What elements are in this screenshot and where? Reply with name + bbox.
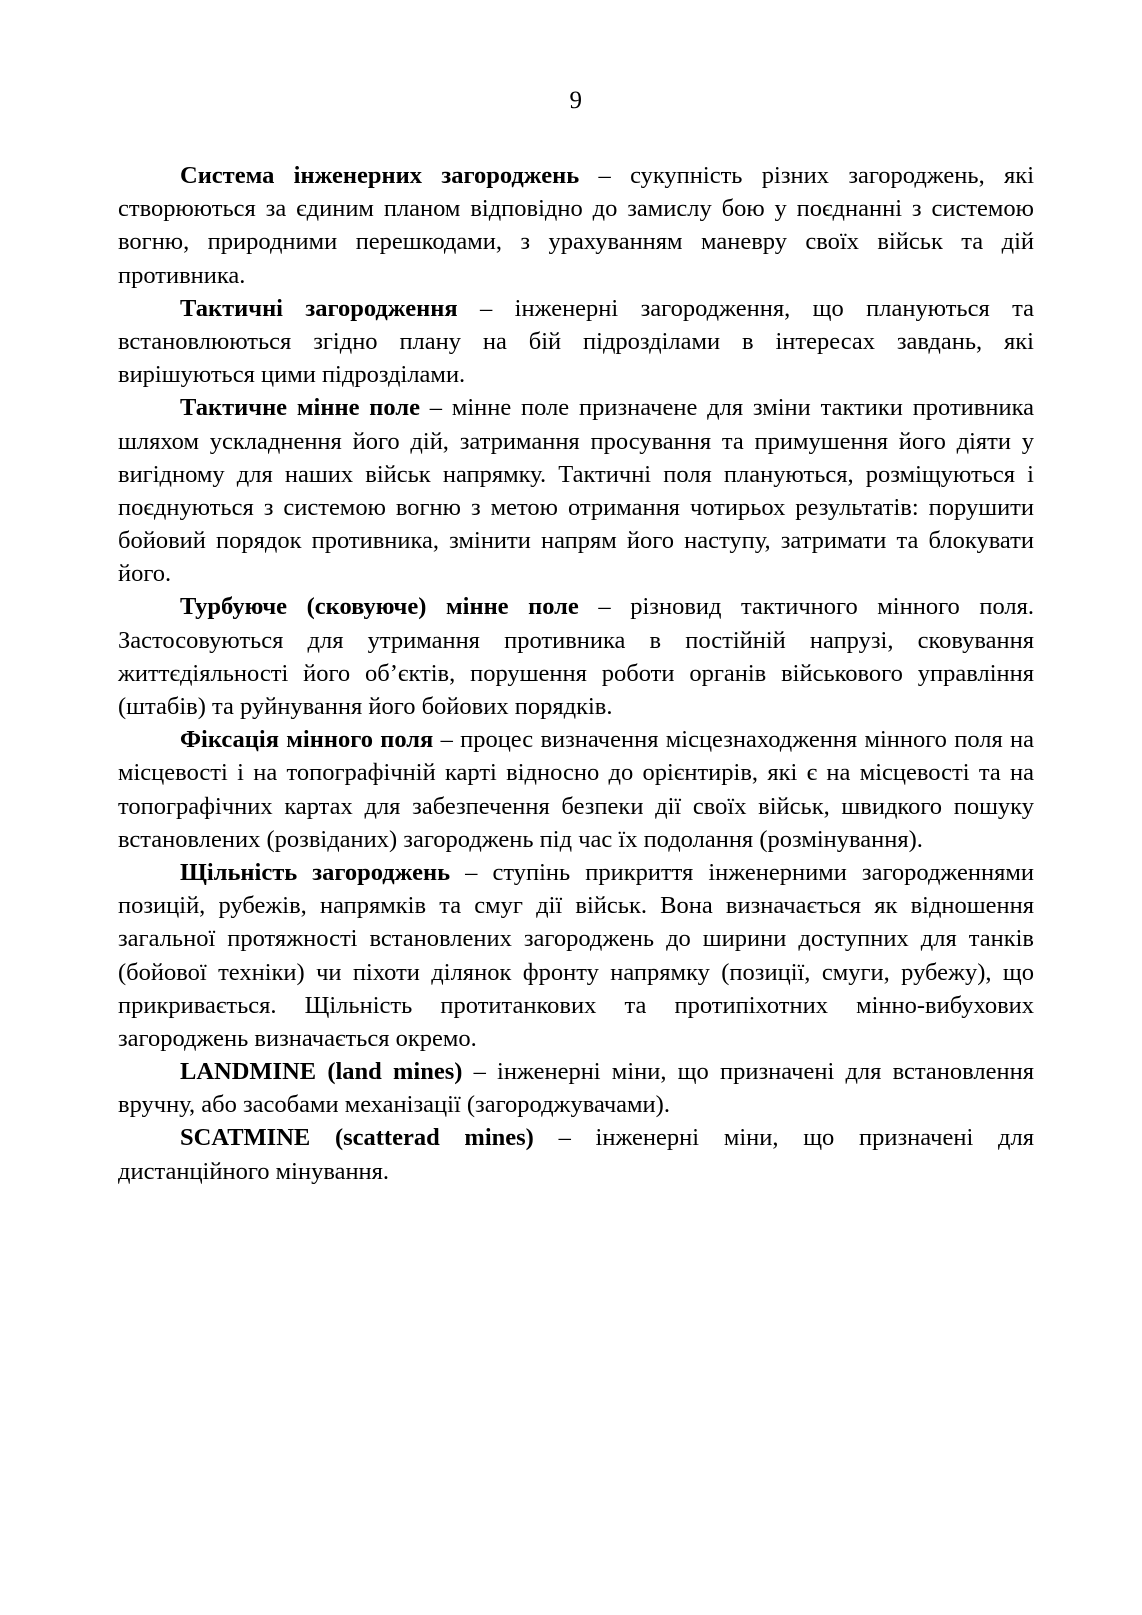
term-definition: – сукупність різних загороджень, які створюються за єдиним планом відповідно до замислу бою у поєднанні з системою вогню, природними перешкодами, з урахуванням маневру своїх військ та дій противника. [118, 162, 1035, 289]
term-label: Щільність загороджень [180, 858, 451, 886]
paragraph-fiksatsiia-minnoho-polia [118, 723, 1034, 856]
paragraph-taktychni-zagorodzhennia [118, 292, 1034, 392]
term-label: LANDMINE (land mines) [180, 1058, 463, 1086]
term-definition: – різновид тактичного мінного поля. Застосовуються для утримання противника в постійній напрузі, сковування життєдіяльності його об’єктів, порушення роботи органів військового управління (штабів) та руйнування його бойових порядків. [118, 593, 1034, 720]
term-label: Турбуюче (сковуюче) мінне поле [180, 593, 579, 621]
term-definition: – мінне поле призначене для зміни тактики противника шляхом ускладнення його дій, затримання просування та примушення його діяти у вигідному для наших військ напрямку. Тактичні поля плануються, розміщуються і поєднуються з системою вогню з метою отримання чотирьох результатів: порушити бойовий порядок противника, змінити напрям його наступу, затримати та блокувати його. [118, 394, 1034, 588]
term-label: Фіксація мінного поля [180, 726, 434, 754]
term-definition: – інженерні загородження, що плануються та встановлюються згідно плану на бій підрозділами в інтересах завдань, які вирішуються цими підрозділами. [118, 294, 1034, 389]
term-definition: – інженерні міни, що призначені для встановлення вручну, або засобами механізації (загороджувачами). [118, 1058, 1034, 1119]
paragraph-turbuiuche-minne-pole [118, 590, 1034, 723]
paragraph-shchilnist-zagorodzhen [118, 856, 1034, 1055]
term-label: Тактичні загородження [180, 294, 458, 322]
paragraph-system-inzhenernykh-zagorodzhen [118, 159, 1034, 292]
document-body [118, 159, 1034, 1188]
term-definition: – ступінь прикриття інженерними загородженнями позицій, рубежів, напрямків та смуг дії військ. Вона визначається як відношення загальної протяжності встановлених загороджень до ширини доступних для танків (бойової техніки) чи піхоти ділянок фронту напрямку (позиції, смуги, рубежу), що прикривається. Щільність протитанкових та протипіхотних мінно-вибухових загороджень визначається окремо. [118, 858, 1034, 1052]
term-definition: – процес визначення місцезнаходження мінного поля на місцевості і на топографічній карті відносно до орієнтирів, які є на місцевості та на топографічних картах для забезпечення безпеки дії своїх військ, швидкого пошуку встановлених (розвіданих) загороджень під час їх подолання (розмінування). [118, 726, 1034, 853]
term-label: Тактичне мінне поле [180, 394, 420, 422]
page-number: 9 [569, 87, 583, 114]
term-label: Система інженерних загороджень [180, 162, 580, 189]
paragraph-landmine [118, 1055, 1034, 1121]
term-label: SCATMINE (scatterad mines) [180, 1124, 534, 1152]
paragraph-scatmine [118, 1121, 1034, 1187]
term-definition: – інженерні міни, що призначені для дистанційного мінування. [118, 1124, 1034, 1185]
paragraph-taktychne-minne-pole [118, 391, 1034, 590]
